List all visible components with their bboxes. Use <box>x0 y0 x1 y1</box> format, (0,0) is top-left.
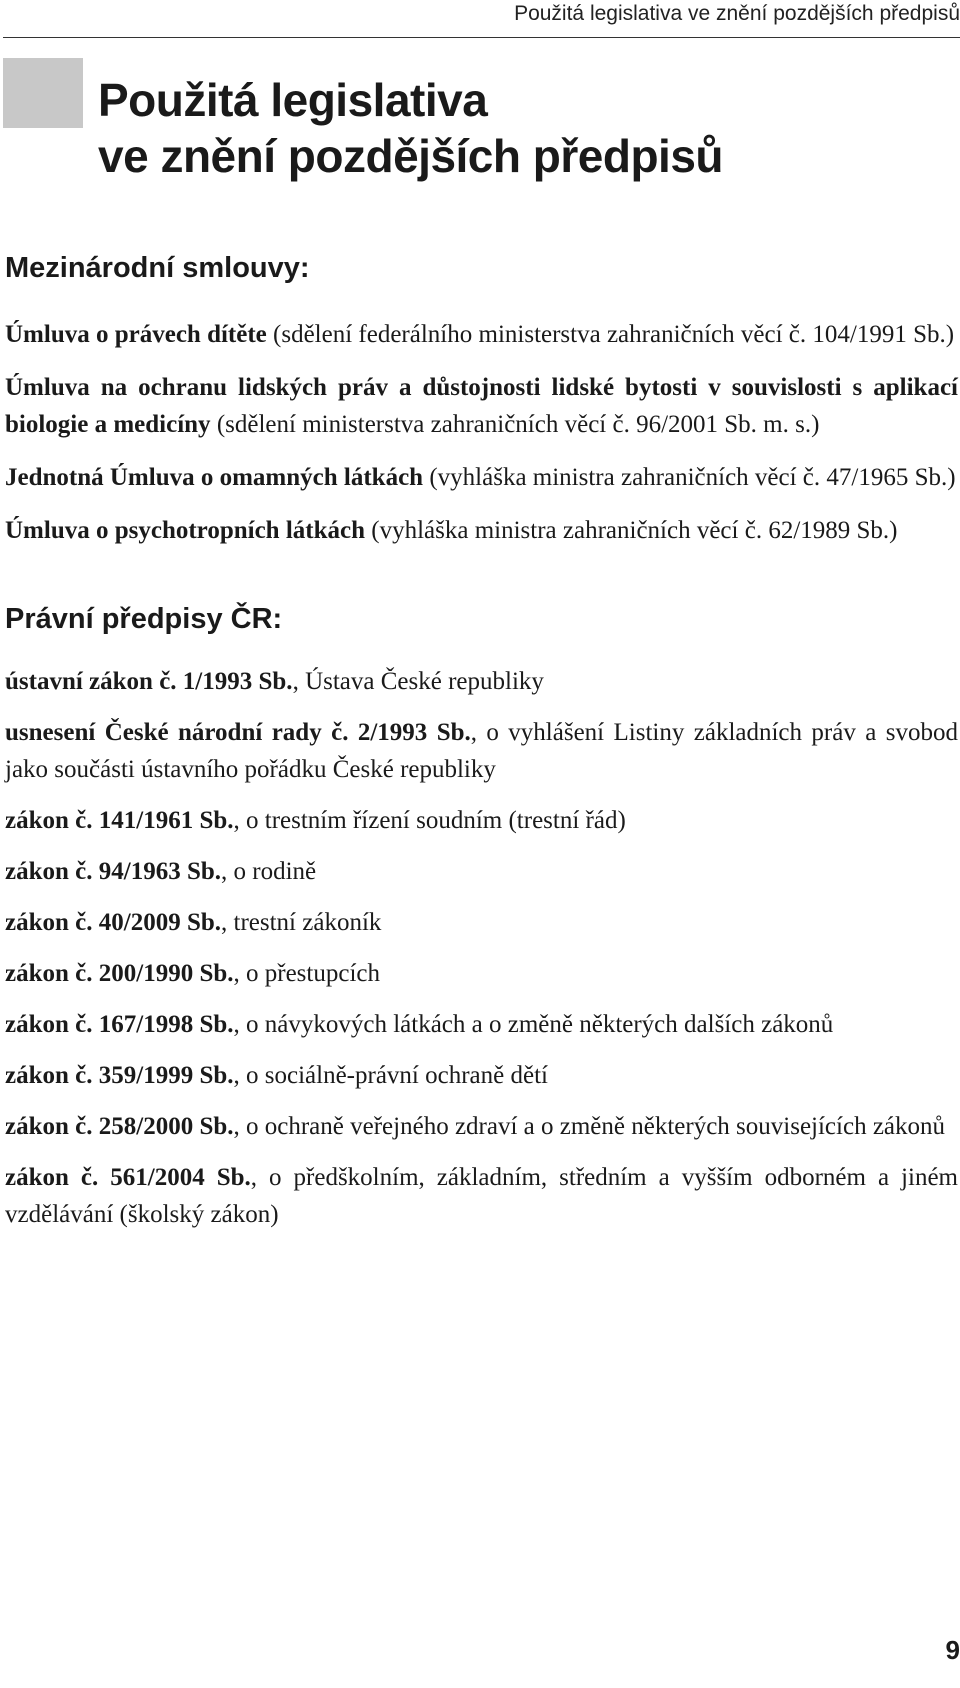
entry-text: , trestní zákoník <box>221 909 382 936</box>
czech-entry-1 <box>5 663 958 700</box>
entry-title: zákon č. 200/1990 Sb. <box>5 960 234 987</box>
czech-entry-6 <box>5 955 958 992</box>
entry-title: Úmluva o právech dítěte <box>5 321 267 348</box>
entry-text: , o návykových látkách a o změně některých dalších zákonů <box>233 1011 834 1038</box>
entry-title: Úmluva na ochranu lidských práv a důstojnosti lidské bytosti v souvislosti s aplikací biologie a medicíny <box>5 374 958 438</box>
entry-text: , o ochraně veřejného zdraví a o změně některých souvisejících zákonů <box>233 1113 946 1140</box>
czech-heading: Právní předpisy ČR: <box>5 603 283 635</box>
entry-title: ústavní zákon č. 1/1993 Sb. <box>5 668 293 695</box>
running-header: Použitá legislativa ve znění pozdějších předpisů <box>514 2 960 25</box>
entry-title: zákon č. 167/1998 Sb. <box>5 1011 234 1038</box>
czech-entry-2 <box>5 714 958 788</box>
page-title <box>98 72 723 184</box>
header-rule <box>3 37 960 38</box>
international-entry-4 <box>5 512 958 549</box>
international-entry-2 <box>5 369 958 443</box>
entry-text: , o rodině <box>221 858 317 885</box>
entry-text: (vyhláška ministra zahraničních věcí č. 47/1965 Sb.) <box>423 464 956 491</box>
entry-text: (vyhláška ministra zahraničních věcí č. 62/1989 Sb.) <box>365 517 898 544</box>
international-entry-3 <box>5 459 958 496</box>
entry-title: zákon č. 141/1961 Sb. <box>5 807 234 834</box>
title-block <box>3 58 83 128</box>
czech-entry-9 <box>5 1108 958 1145</box>
international-heading: Mezinárodní smlouvy: <box>5 252 310 284</box>
page-title-line-2: ve znění pozdějších předpisů <box>98 130 724 182</box>
entry-title: zákon č. 359/1999 Sb. <box>5 1062 234 1089</box>
czech-entry-5 <box>5 904 958 941</box>
entry-title: Jednotná Úmluva o omamných látkách <box>5 464 424 491</box>
entry-text: , o předškolním, základním, středním a vyšším odborném a jiném vzdělávání (školský zákon) <box>5 1164 958 1228</box>
content <box>5 250 958 1233</box>
czech-entry-4 <box>5 853 958 890</box>
entry-text: (sdělení ministerstva zahraničních věcí č. 96/2001 Sb. m. s.) <box>210 411 820 438</box>
international-entry-1 <box>5 316 958 353</box>
entry-text: (sdělení federálního ministerstva zahraničních věcí č. 104/1991 Sb.) <box>266 321 955 348</box>
entry-title: zákon č. 561/2004 Sb. <box>5 1164 251 1191</box>
entry-title: zákon č. 40/2009 Sb. <box>5 909 222 936</box>
czech-entry-7 <box>5 1006 958 1043</box>
entry-title: usnesení České národní rady č. 2/1993 Sb. <box>5 719 471 746</box>
entry-title: Úmluva o psychotropních látkách <box>5 517 366 544</box>
entry-title: zákon č. 258/2000 Sb. <box>5 1113 234 1140</box>
czech-entry-8 <box>5 1057 958 1094</box>
entry-text: , Ústava České republiky <box>292 668 544 695</box>
page-title-line-1: Použitá legislativa <box>98 74 488 126</box>
entry-text: , o sociálně-právní ochraně dětí <box>233 1062 548 1089</box>
entry-title: zákon č. 94/1963 Sb. <box>5 858 222 885</box>
czech-entry-10 <box>5 1159 958 1233</box>
entry-text: , o trestním řízení soudním (trestní řád) <box>233 807 626 834</box>
entry-text: , o vyhlášení Listiny základních práv a svobod jako součásti ústavního pořádku České republiky <box>5 719 958 783</box>
page-number: 9 <box>945 1635 960 1665</box>
entry-text: , o přestupcích <box>233 960 380 987</box>
czech-entry-3 <box>5 802 958 839</box>
